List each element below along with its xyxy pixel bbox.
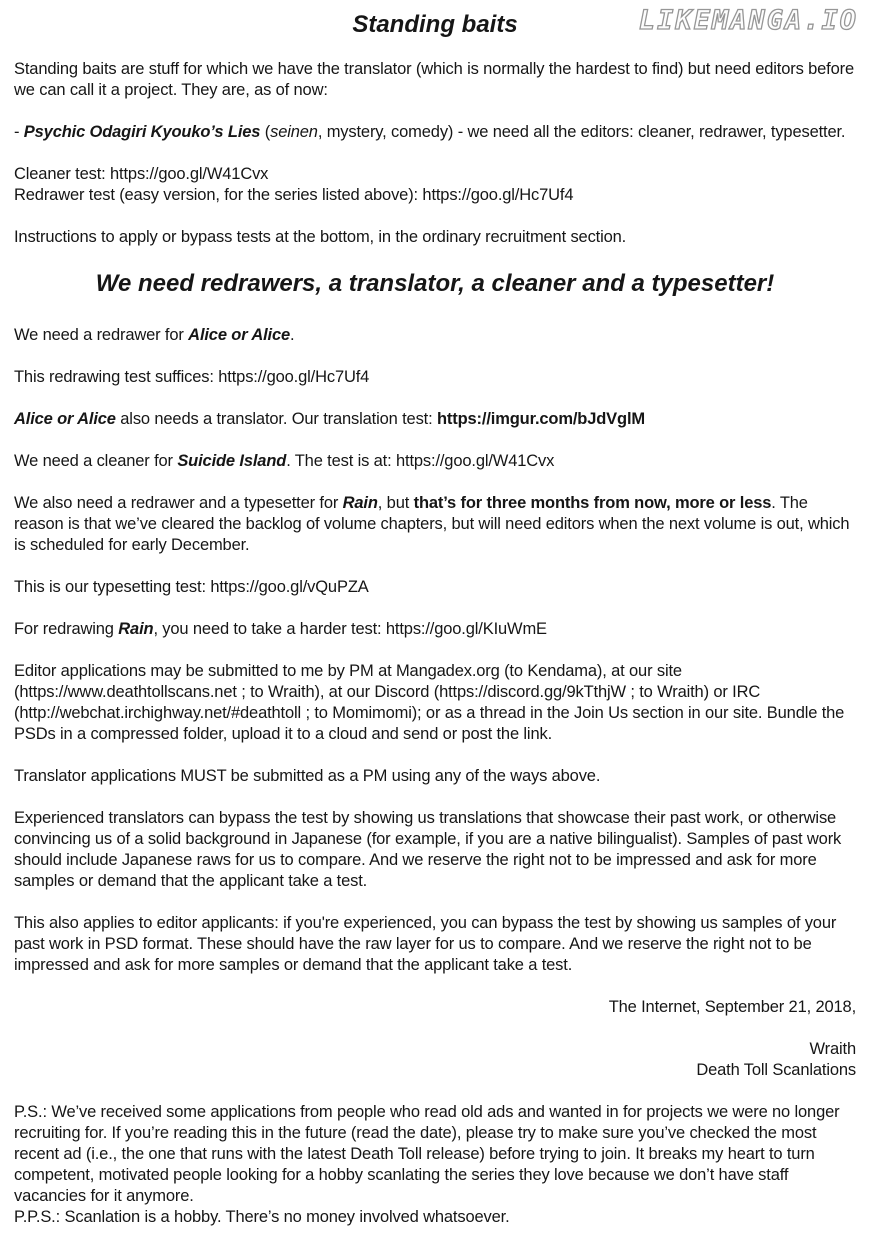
text-segment: The Internet, September 21, 2018, (608, 998, 856, 1016)
paragraph (14, 409, 856, 430)
text-line (14, 269, 856, 299)
paragraph (14, 619, 856, 640)
text-line (14, 325, 856, 346)
text-line (14, 766, 856, 787)
paragraph (14, 367, 856, 388)
text-segment: , mystery, comedy) - we need all the editors: cleaner, redrawer, typesetter. (317, 123, 846, 141)
paragraph (14, 59, 856, 101)
text-segment: We also need a redrawer and a typesetter for (14, 494, 343, 512)
paragraph (14, 766, 856, 787)
text-line (14, 451, 856, 472)
text-segment: also needs a translator. Our translation test: (115, 410, 437, 428)
text-segment: , but (377, 494, 414, 512)
text-line (14, 164, 856, 185)
text-line (14, 367, 856, 388)
text-segment: This is our typesetting test: https://goo.gl/vQuPZA (14, 578, 369, 596)
text-segment: Wraith (809, 1040, 856, 1058)
text-segment: Translator applications MUST be submitted as a PM using any of the ways above. (14, 767, 601, 785)
text-line (14, 409, 856, 430)
text-segment: ( (260, 123, 271, 141)
text-segment: Cleaner test: https://goo.gl/W41Cvx (14, 165, 269, 183)
text-segment: Standing baits are stuff for which we have the translator (which is normally the hardest to find) but need editors before we can call it a project. They are, as of now: (14, 60, 855, 99)
signature-line-group (14, 997, 856, 1018)
text-line (14, 1207, 856, 1228)
text-segment: Alice or Alice (188, 326, 291, 344)
text-segment: seinen (270, 123, 318, 141)
text-segment: https://imgur.com/bJdVglM (436, 410, 645, 428)
text-segment: Rain (342, 494, 378, 512)
text-line (14, 122, 856, 143)
text-line (14, 1039, 856, 1060)
text-segment: Death Toll Scanlations (696, 1061, 856, 1079)
paragraph (14, 227, 856, 248)
text-segment: We need a redrawer for (14, 326, 189, 344)
text-line (14, 913, 856, 976)
paragraph (14, 451, 856, 472)
text-segment: . (290, 326, 295, 344)
text-segment: P.S.: We’ve received some applications from people who read old ads and wanted in for projects we were no longer recruiting for. If you’re reading this in the future (read the date), please try to make sure you’ve checked the most recent ad (i.e., the one that runs with the latest Death Toll release) before trying to join. It breaks my heart to turn competent, motivated people looking for a hobby scanlating the series they love because we don’t have staff vacancies for it anymore. (14, 1103, 840, 1205)
paragraph (14, 325, 856, 346)
text-segment: We need redrawers, a translator, a cleaner and a typesetter! (95, 270, 775, 297)
text-segment: . The reason is that we’ve cleared the backlog of volume chapters, but will need editors when the next volume is out, which is scheduled for early December. (14, 494, 850, 554)
text-line (14, 808, 856, 892)
signature-line-group (14, 1039, 856, 1081)
text-line (14, 619, 856, 640)
text-segment: For redrawing (14, 620, 119, 638)
paragraph (14, 577, 856, 598)
text-segment: Psychic Odagiri Kyouko’s Lies (23, 123, 261, 141)
document-body (14, 59, 856, 1228)
text-line (14, 661, 856, 745)
text-segment: Redrawer test (easy version, for the series listed above): https://goo.gl/Hc7Uf4 (14, 186, 574, 204)
text-segment: P.P.S.: Scanlation is a hobby. There’s no money involved whatsoever. (14, 1208, 510, 1226)
text-line (14, 1102, 856, 1207)
paragraph (14, 493, 856, 556)
paragraph (14, 661, 856, 745)
text-line (14, 997, 856, 1018)
text-segment: , you need to take a harder test: https://goo.gl/KIuWmE (153, 620, 547, 638)
document-header (14, 5, 858, 40)
text-segment: that’s for three months from now, more or less (413, 494, 772, 512)
paragraph (14, 913, 856, 976)
text-line (14, 227, 856, 248)
section-heading (14, 269, 856, 299)
text-line (14, 577, 856, 598)
text-segment: . The test is at: https://goo.gl/W41Cvx (286, 452, 555, 470)
text-segment: This redrawing test suffices: https://goo.gl/Hc7Uf4 (14, 368, 370, 386)
paragraph (14, 122, 856, 143)
text-segment: Instructions to apply or bypass tests at the bottom, in the ordinary recruitment section. (14, 228, 627, 246)
page-title: Standing baits (352, 11, 518, 38)
text-line (14, 493, 856, 556)
text-segment: This also applies to editor applicants: if you're experienced, you can bypass the test by showing us samples of your past work in PSD format. These should have the raw layer for us to compare. And we reserve the right not to be impressed and ask for more samples or demand that the applicant take a test. (14, 914, 837, 974)
site-watermark: LIKEMANGA.IO (638, 5, 858, 36)
paragraph (14, 164, 856, 206)
text-segment: Experienced translators can bypass the test by showing us translations that showcase their past work, or otherwise convincing us of a solid background in Japanese (for example, if you are a native bilingualist). Samples of past work should include Japanese raws for us to compare. And we reserve the right not to be impressed and ask for more samples or demand that the applicant take a test. (14, 809, 842, 890)
text-segment: Editor applications may be submitted to me by PM at Mangadex.org (to Kendama), at our site (https://www.deathtollscans.net ; to Wraith), at our Discord (https://discord.gg/9kTthjW ; to Wraith) or IRC (http://webchat.irchighway.net/#deathtoll ; to Momimomi); or as a thread in the Join Us section in our site. Bundle the PSDs in a compressed folder, upload it to a cloud and send or post the link. (14, 662, 845, 743)
text-segment: - (14, 123, 24, 141)
paragraph (14, 808, 856, 892)
text-segment: Suicide Island (177, 452, 287, 470)
text-line (14, 1060, 856, 1081)
text-segment: Alice or Alice (14, 410, 116, 428)
text-segment: Rain (118, 620, 154, 638)
text-line (14, 185, 856, 206)
paragraph (14, 1102, 856, 1228)
text-segment: We need a cleaner for (14, 452, 178, 470)
text-line (14, 59, 856, 101)
